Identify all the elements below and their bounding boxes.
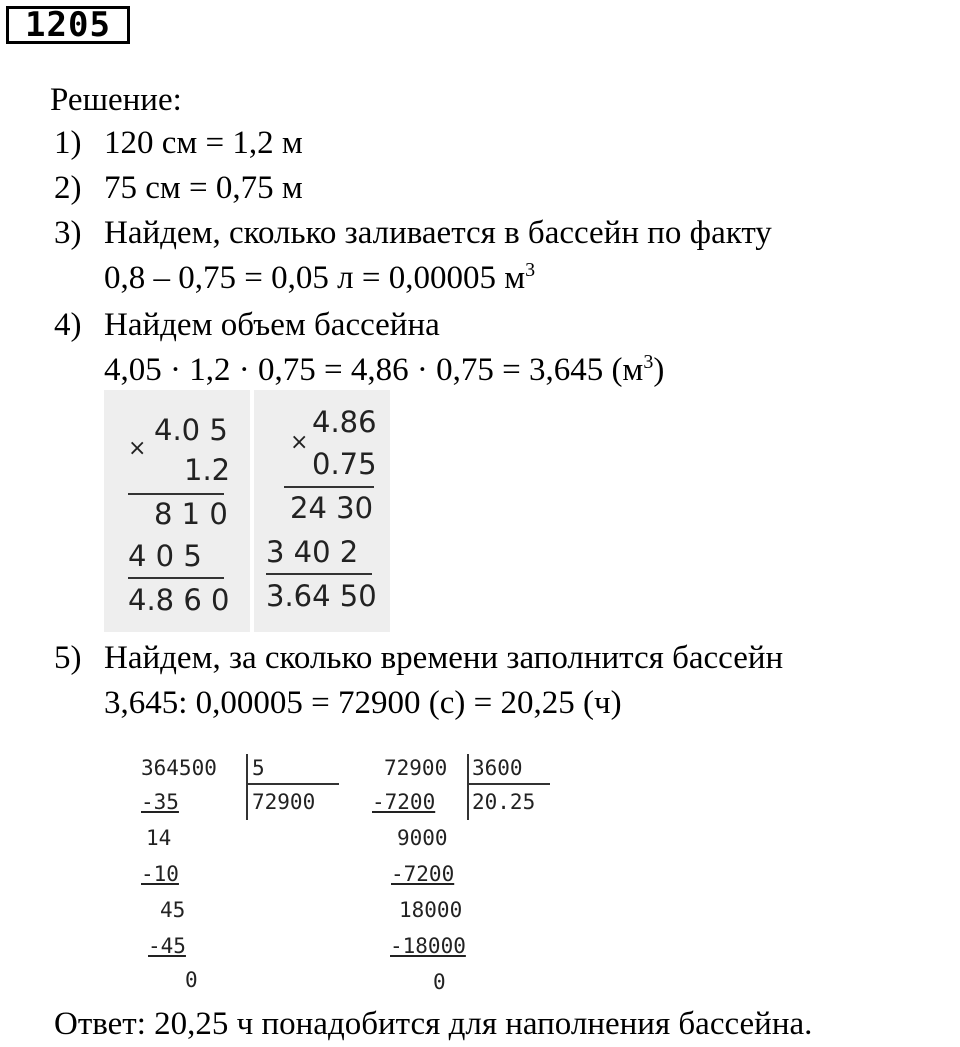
- division-bar: [246, 754, 248, 820]
- division-bar: [467, 754, 469, 820]
- division-row: 9000: [397, 826, 448, 850]
- partial-product-2: 4 0 5: [128, 539, 202, 573]
- division-row: -18000: [390, 934, 466, 958]
- division-row: 0: [185, 968, 198, 992]
- division-row: -7200: [372, 790, 436, 814]
- quotient: 20.25: [472, 790, 536, 814]
- division-rule: [247, 783, 339, 785]
- rule: [266, 573, 372, 575]
- step-2-number: 2): [54, 170, 82, 206]
- partial-product-2: 3 40 2: [266, 535, 359, 569]
- multiplier: 1.2: [184, 453, 231, 487]
- rule: [284, 486, 374, 488]
- multiply-sign: ×: [128, 436, 147, 461]
- step-1-text: 120 см = 1,2 м: [104, 125, 303, 161]
- multiplication-panel-2: [254, 390, 390, 632]
- rule: [128, 493, 224, 495]
- problem-number: 1205: [6, 6, 130, 44]
- division-row: 14: [146, 826, 172, 850]
- division-row: 18000: [399, 898, 463, 922]
- division-row: -7200: [391, 862, 455, 886]
- superscript-3: 3: [643, 351, 654, 373]
- step-2-text: 75 см = 0,75 м: [104, 170, 303, 206]
- rule: [128, 577, 224, 579]
- quotient: 72900: [252, 790, 316, 814]
- step-5-number: 5): [54, 640, 82, 676]
- partial-product-1: 24 30: [290, 491, 374, 525]
- product-result: 4.8 6 0: [128, 583, 230, 617]
- product-result: 3.64 50: [266, 579, 377, 613]
- division-row: -35: [141, 790, 179, 814]
- step-4-equation: 4,05 · 1,2 · 0,75 = 4,86 · 0,75 = 3,645 $(м^3)$: [104, 351, 665, 388]
- step-3-equation: 0,8 – 0,75 = 0,05 л = 0,00005 $м^3$: [104, 259, 536, 296]
- multiplicand: 4.86: [312, 405, 377, 439]
- step-5-equation: 3,645: 0,00005 = 72900 (с) = 20,25 (ч): [104, 685, 622, 721]
- dividend: 364500: [141, 756, 217, 780]
- step-1-number: 1): [54, 125, 82, 161]
- division-row: -45: [148, 934, 186, 958]
- step-5-text: Найдем, за сколько времени заполнится бассейн: [104, 640, 784, 676]
- divisor: 3600: [472, 756, 523, 780]
- multiplier: 0.75: [312, 447, 377, 481]
- step-4-text: Найдем объем бассейна: [104, 307, 440, 343]
- division-row: 0: [433, 970, 446, 994]
- division-row: -10: [141, 862, 179, 886]
- superscript-3: 3: [525, 259, 536, 281]
- multiplication-panel-1: [104, 390, 250, 632]
- divisor: 5: [252, 756, 265, 780]
- partial-product-1: 8 1 0: [154, 497, 228, 531]
- solution-heading: Решение:: [50, 82, 182, 118]
- multiplicand: 4.0 5: [154, 413, 228, 447]
- step-3-text: Найдем, сколько заливается в бассейн по факту: [104, 215, 772, 251]
- division-rule: [468, 783, 550, 785]
- answer-text: Ответ: 20,25 ч понадобится для наполнения бассейна.: [54, 1006, 813, 1042]
- division-row: 45: [160, 898, 186, 922]
- step-4-number: 4): [54, 307, 82, 343]
- multiply-sign: ×: [290, 430, 309, 455]
- step-3-number: 3): [54, 215, 82, 251]
- dividend: 72900: [384, 756, 448, 780]
